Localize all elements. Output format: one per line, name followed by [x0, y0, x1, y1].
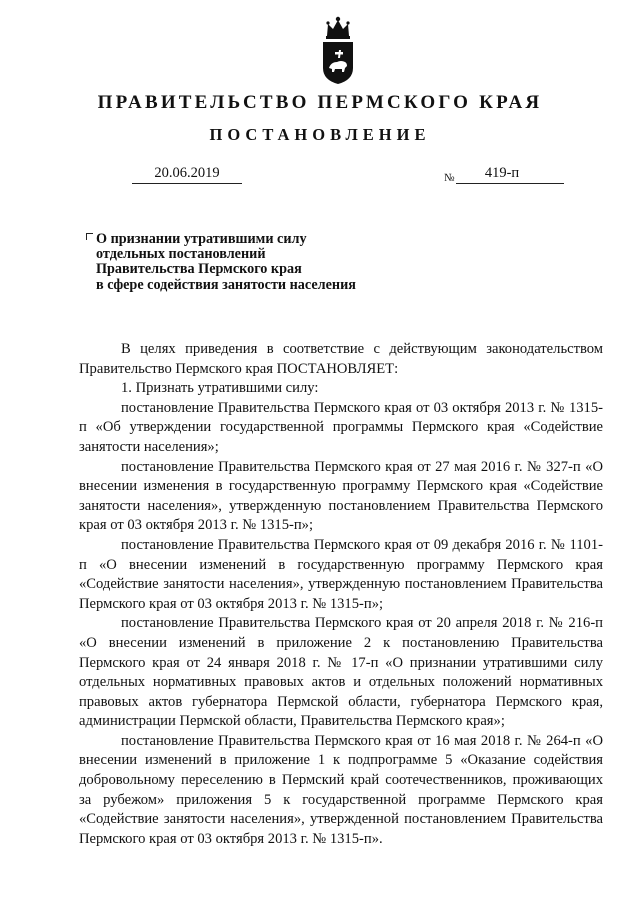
document-type-title: ПОСТАНОВЛЕНИЕ — [209, 125, 431, 144]
coat-of-arms-icon — [318, 14, 358, 86]
body-paragraph-act: постановление Правительства Пермского края от 16 мая 2018 г. № 264-п «О внесении изменений в приложение 1 к подпрограмме 5 «Оказание содействия добровольному переселению в Пермский край соотечественников, проживающих за рубежом» приложения 5 к государственной программе Пермского края «Содействие занятости населения», утвержденной постановлением Правительства Пермского края от 03 октября 2013 г. № 1315-п». — [79, 732, 603, 847]
organization-title: ПРАВИТЕЛЬСТВО ПЕРМСКОГО КРАЯ — [97, 92, 543, 113]
number-sign: № — [444, 172, 455, 184]
subject-line: О признании утратившими силу — [96, 231, 307, 247]
subject-line: в сфере содействия занятости населения — [96, 276, 356, 293]
body-paragraph-act: постановление Правительства Пермского края от 20 апреля 2018 г. № 216-п «О внесении изменений в приложение 2 к постановлению Правительства Пермского края от 24 января 2018 г. № 17-п «О признании утратившими силу отдельных нормативных правовых актов и отдельных положений нормативных правовых актов губернатора Пермской области, губернатора Пермского края, администрации Пермской области, Правительства Пермского края»; — [79, 615, 603, 730]
subject-corner-mark — [86, 233, 93, 240]
body-paragraph-act: постановление Правительства Пермского края от 27 мая 2016 г. № 327-п «О внесении изменения в государственную программу Пермского края «Содействие занятости населения», утвержденную постановлением Правительства Пермского края от 03 октября 2013 г. № 1315-п»; — [79, 458, 603, 534]
body-paragraph-act: постановление Правительства Пермского края от 03 октября 2013 г. № 1315-п «Об утверждении государственной программы Пермского края «Содействие занятости населения»; — [79, 399, 603, 455]
body-paragraph-item-1: 1. Признать утратившими силу: — [121, 380, 319, 397]
document-date: 20.06.2019 — [132, 164, 242, 184]
subject-line: отдельных постановлений — [96, 246, 266, 263]
document-body — [79, 340, 603, 849]
body-paragraph-preamble: В целях приведения в соответствие с действующим законодательством Правительство Пермского края ПОСТАНОВЛЯЕТ: — [79, 341, 603, 377]
document-number: 419-п — [484, 165, 520, 181]
subject-line: Правительства Пермского края — [96, 261, 302, 278]
document-number-field — [456, 164, 564, 184]
document-subject — [96, 232, 396, 293]
body-paragraph-act: постановление Правительства Пермского края от 09 декабря 2016 г. № 1101-п «О внесении изменений в государственную программу Пермского края «Содействие занятости населения», утвержденную постановлением Правительства Пермского края от 03 октября 2013 г. № 1315-п»; — [79, 536, 603, 612]
